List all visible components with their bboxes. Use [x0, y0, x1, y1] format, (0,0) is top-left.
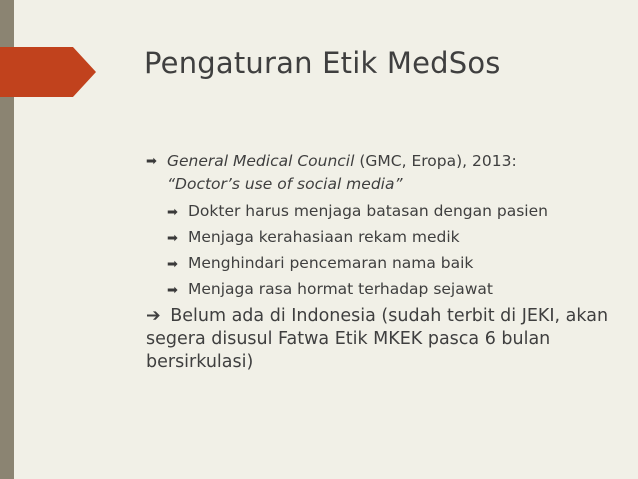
list-item: [167, 279, 616, 300]
slide-content: [146, 150, 616, 374]
main-bullet-italic: General Medical Council: [167, 152, 355, 170]
conclusion-text: Belum ada di Indonesia (sudah terbit di JEKI, akan segera disusul Fatwa Etik MKEK pasca 6 bulan bersirkulasi): [146, 306, 609, 372]
list-item-text: Menjaga kerahasiaan rekam medik: [188, 228, 460, 246]
main-bullet-normal: (GMC, Eropa), 2013:: [354, 152, 517, 170]
list-item: [167, 227, 616, 248]
sub-bullet-list: [167, 201, 616, 300]
conclusion-paragraph: [146, 305, 616, 374]
main-bullet-subtitle: “Doctor’s use of social media”: [167, 175, 403, 193]
list-item-text: Menjaga rasa hormat terhadap sejawat: [188, 280, 493, 298]
right-arrow-icon: ➔: [146, 306, 161, 326]
arrow-bullet-icon: ➡: [146, 154, 157, 169]
arrow-bullet-icon: ➡: [167, 205, 178, 220]
title-accent-bar: [0, 47, 96, 97]
arrow-bullet-icon: ➡: [167, 257, 178, 272]
list-item: [167, 253, 616, 274]
list-item-text: Dokter harus menjaga batasan dengan pasien: [188, 202, 548, 220]
arrow-bullet-icon: ➡: [167, 231, 178, 246]
arrow-bullet-icon: ➡: [167, 283, 178, 298]
list-item: [167, 201, 616, 222]
main-bullet: [146, 150, 616, 196]
slide-title: Pengaturan Etik MedSos: [144, 46, 501, 80]
list-item-text: Menghindari pencemaran nama baik: [188, 254, 474, 272]
